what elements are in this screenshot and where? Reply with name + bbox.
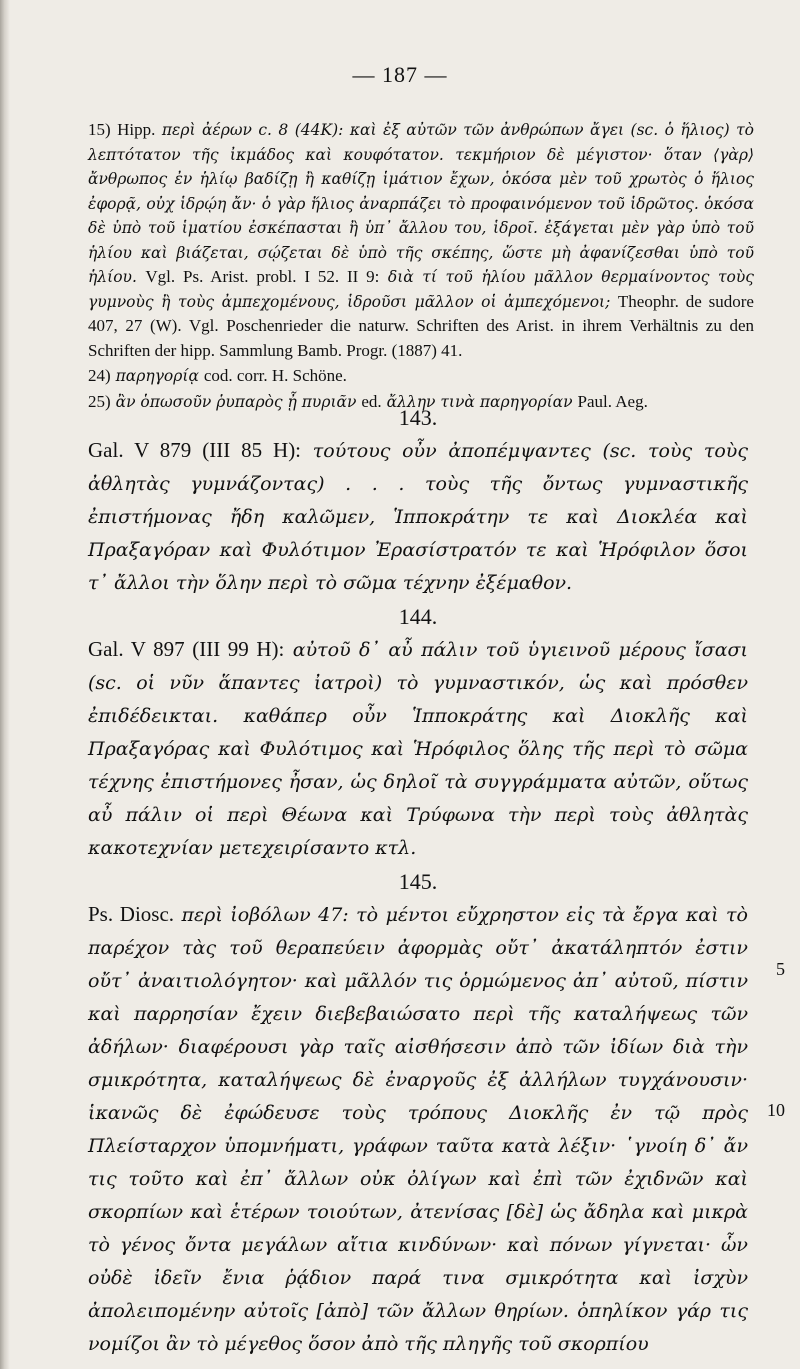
footnote-reference: Theophr. de sudore 407, 27 (W). Vgl. Poschenrieder die naturw. Schriften des Arist. in ihrem Verhältnis zu den Schriften der hipp. Sammlung Bamb. Progr. (1887) 41. xyxy=(88,291,754,360)
footnote-number: 25) xyxy=(88,391,111,411)
section-paragraph xyxy=(88,434,748,600)
main-text xyxy=(88,401,748,1361)
section-source: Gal. V 879 (III 85 H): xyxy=(88,438,302,462)
section-number: 144. xyxy=(398,604,438,629)
section-number: 145. xyxy=(398,869,438,894)
footnote-reference: Vgl. Ps. Arist. probl. I 52. II 9: xyxy=(145,267,380,286)
footnote-15 xyxy=(88,118,754,363)
section-paragraph xyxy=(88,898,748,1361)
section-greek-text: αὐτοῦ δ᾽ αὖ πάλιν τοῦ ὑγιεινοῦ μέρους ἴσασι (sc. οἱ νῦν ἅπαντες ἰατροὶ) τὸ γυμναστικόν, ὡς καὶ πρόσθεν ἐπιδέδεικται. καθάπερ οὖν Ἱπποκράτης καὶ Διοκλῆς καὶ Πραξαγόρας καὶ Φυλότιμος καὶ Ἡρόφιλος ὅλης τῆς περὶ τὸ σῶμα τέχνης ἐπιστήμονες ἦσαν, ὡς δηλοῖ τὰ συγγράμματα αὐτῶν, οὕτως αὖ πάλιν οἱ περὶ Θέωνα καὶ Τρύφωνα τὴν περὶ τοὺς ἀθλητὰς κακοτεχνίαν μετεχειρίσαντο κτλ. xyxy=(88,639,748,859)
footnote-reference: Paul. Aeg. xyxy=(577,391,648,411)
section-source: Gal. V 897 (III 99 H): xyxy=(88,637,285,661)
page-binding-shadow xyxy=(0,0,10,1369)
footnote-greek-quote: καὶ ἐξ αὐτῶν τῶν ἀνθρώπων ἄγει (sc. ὁ ἥλιος) τὸ λεπτότατον τῆς ἰκμάδος καὶ κουφότατον. τεκμήριον δὲ μέγιστον· ὅταν ⟨γὰρ⟩ ἄνθρωπος ἐν ἡλίῳ βαδίζῃ ἢ καθίζῃ ἱμάτιον ἔχων, ὁκόσα μὲν τοῦ χρωτὸς ὁ ἥλιος ἐφορᾷ, οὐχ ἱδρῴη ἄν· ὁ γὰρ ἥλιος ἀναρπάζει τὸ προφαινόμενον τοῦ ἱδρῶτος. ὁκόσα δὲ ὑπὸ τοῦ ἱματίου ἐσκέπασται ἢ ὑπ᾽ ἄλλου του, ἱδροῖ. ἐξάγεται μὲν γὰρ ὑπὸ τοῦ ἡλίου καὶ βιάζεται, σῴζεται δὲ ὑπὸ τῆς σκέπης, ὥστε μὴ ἀφανίζεσθαι ὑπὸ τοῦ ἡλίου. xyxy=(88,121,754,286)
line-number-marker: 5 xyxy=(776,959,785,979)
footnote-number: 15) xyxy=(88,120,111,139)
footnote-reference: cod. corr. H. Schöne. xyxy=(203,366,347,385)
footnote-greek-quote: παρηγορίᾳ xyxy=(115,367,199,385)
page-number: — 187 — xyxy=(352,62,448,87)
footnote-reference: ed. xyxy=(361,391,382,411)
footnote-text: περὶ ἀέρων c. 8 (44K): xyxy=(161,121,344,139)
footnote-number: 24) xyxy=(88,366,111,385)
section-greek-text: περὶ ἰοβόλων 47: τὸ μέντοι εὔχρηστον εἰς τὰ ἔργα καὶ τὸ παρέχον τὰς τοῦ θεραπεύειν ἀφορμὰς οὔτ᾽ ἀκατάληπτόν ἐστιν οὔτ᾽ ἀναιτιολόγητον· καὶ μᾶλλόν τις ὁρμώμενος ἀπ᾽ αὐτοῦ, πίστιν καὶ παρρησίαν ἔχειν διεβεβαιώσατο περὶ τῆς καταλήψεως τῶν ἀδήλων· διαφέρουσι γὰρ ταῖς αἰσθήσεσιν ἀπὸ τῶν ἰδίων διὰ τὴν σμικρότητα, καταλήψεως δὲ ἐναργοῦς ἐξ ἀλλήλων τυγχάνουσιν· ἱκανῶς δὲ ἐφώδευσε τοὺς τρόπους Διοκλῆς ἐν τῷ πρὸς Πλείσταρχον ὑπομνήματι, γράφων ταῦτα κατὰ λέξιν· ῾γνοίη δ᾽ ἄν τις τοῦτο καὶ ἐπ᾽ ἄλλων οὐκ ὀλίγων καὶ ἐπὶ τῶν ἐχιδνῶν καὶ σκορπίων καὶ ἑτέρων τοιούτων, ἀτενίσας [δὲ] ὡς ἄδηλα καὶ μικρὰ τὸ γένος ὄντα μεγάλων αἴτια κινδύνων· καὶ πόνων γίγνεται· ὧν οὐδὲ ἰδεῖν ἔνια ῥᾴδιον παρά τινα σμικρότητα καὶ ἰσχὺν ἀπολειπομένην αὐτοῖς [ἀπὸ] τῶν ἄλλων θηρίων. ὁπηλίκον γάρ τις νομίζοι ἂν τὸ μέγεθος ὅσον ἀπὸ τῆς πληγῆς τοῦ σκορπίου xyxy=(88,904,748,1355)
section-greek-text: τούτους οὖν ἀποπέμψαντες (sc. τοὺς τοὺς ἀθλητὰς γυμνάζοντας) . . . τοὺς τῆς ὄντως γυμναστικῆς ἐπιστήμονας ἤδη καλῶμεν, Ἱπποκράτην τε καὶ Διοκλέα καὶ Πραξαγόραν καὶ Φυλότιμον Ἐρασίστρατόν τε καὶ Ἡρόφιλον ὅσοι τ᾽ ἄλλοι τὴν ὅλην περὶ τὸ σῶμα τέχνην ἐξέμαθον. xyxy=(88,440,748,594)
footnote-greek-quote: διὰ τί τοῦ ἡλίου μᾶλλον θερμαίνοντος τοὺς γυμνοὺς ἢ τοὺς ἀμπεχομένους, ἱδροῦσι μᾶλλον οἱ ἀμπεχόμενοι; xyxy=(88,268,754,311)
footnote-24 xyxy=(88,364,754,389)
section-source: Ps. Diosc. xyxy=(88,902,175,926)
footnote-greek-quote: ἄλλην τινὰ παρηγορίαν xyxy=(386,392,573,411)
section-number: 143. xyxy=(398,405,438,430)
section-paragraph xyxy=(88,633,748,865)
footnote-greek-quote: ἂν ὁπωσοῦν ῥυπαρὸς ᾖ πυριᾶν xyxy=(115,392,357,411)
footnotes-block xyxy=(88,118,754,415)
footnote-source: Hipp. xyxy=(117,120,156,139)
line-number-marker: 10 xyxy=(767,1100,785,1120)
